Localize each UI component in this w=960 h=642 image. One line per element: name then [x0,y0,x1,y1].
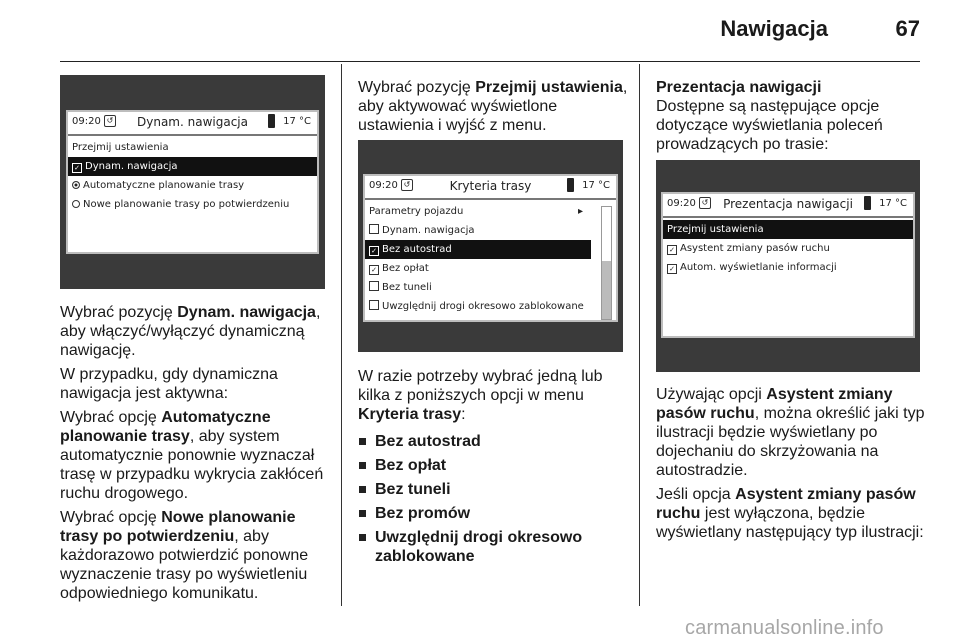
text: , aby każdorazowo potwierdzić ponowne wyznaczenie trasy po wyświetleniu odpowiedniego komunikatu. [60,528,309,602]
menu-row-label: Bez opłat [382,263,429,274]
emphasis: Przejmij ustawienia [475,79,623,96]
infotainment-screen [363,174,618,322]
list-item: Bez promów [358,504,633,523]
paragraph [656,485,928,542]
menu-row-przejmij[interactable] [663,220,913,239]
column-2-text [358,367,633,571]
menu-row-label: Bez autostrad [382,244,452,255]
text: , aby system automatycznie ponownie wyznaczał trasę w przypadku wykrycia zakłóceń ruchu drogowego. [60,428,324,502]
scrollbar[interactable] [601,206,612,320]
text: , aby włączyć/wyłączyć dynamiczną nawigację. [60,304,321,359]
checkbox-checked-icon: ✓ [72,163,82,173]
menu-row-bez-tuneli[interactable] [365,278,591,297]
screen-title: Kryteria trasy [449,179,532,193]
paragraph [358,78,633,135]
column-3-intro [656,78,926,159]
emphasis: Dynam. nawigacja [177,304,316,321]
screenshot-prezentacja-nawigacji [656,160,920,372]
menu-row-parametry[interactable] [365,202,591,221]
menu-row-przejmij[interactable] [68,138,317,157]
menu-row-nowe[interactable] [68,195,317,214]
menu-row-label: Nowe planowanie trasy po potwierdzeniu [83,199,290,210]
screen-status-bar [68,112,317,136]
text: Używając opcji [656,386,767,403]
menu-row-bez-autostrad[interactable] [365,240,591,259]
menu-row-label: Autom. wyświetlanie informacji [680,262,837,273]
menu-row-bez-oplat[interactable] [365,259,591,278]
chevron-right-icon: ▸ [577,206,583,217]
checkbox-checked-icon: ✓ [667,264,677,274]
screen-status-bar [365,176,616,200]
menu-row-label: Automatyczne planowanie trasy [83,180,245,191]
header-divider [60,61,920,62]
menu-row-uwzglednij[interactable] [365,297,591,316]
menu-row-label: Uwzględnij drogi okresowo zablokowane [382,301,584,312]
emphasis: Asystent zmiany pasów ruchu [656,386,893,422]
checkbox-icon [369,281,379,291]
text: : [461,406,466,423]
text: Wybrać opcję [60,409,162,426]
section-heading: Prezentacja nawigacji [656,79,822,96]
emphasis: Automatyczne planowanie trasy [60,409,271,445]
menu-row-label: Przejmij ustawienia [72,142,169,153]
text: Wybrać pozycję [358,79,476,96]
list-item: Bez opłat [358,456,633,475]
checkbox-icon [369,224,379,234]
paragraph [656,385,928,480]
paragraph [358,367,633,424]
emphasis: Nowe planowanie trasy po potwierdzeniu [60,509,296,545]
column-1-text [60,303,330,608]
paragraph [60,303,330,360]
radio-selected-icon [72,181,80,189]
menu-row-label: Asystent zmiany pasów ruchu [680,243,830,254]
screen-time: 09:20 [72,116,101,127]
phone-icon [567,178,574,192]
phone-icon [864,196,871,210]
screenshot-kryteria-trasy [358,140,623,352]
emphasis: Kryteria trasy [358,406,462,423]
column-3-text [656,385,928,547]
list-item: Uwzględnij drogi okresowo zablokowane [358,528,633,566]
menu-row-dynam[interactable] [365,221,591,240]
menu-row-label: Parametry pojazdu [369,206,464,217]
menu-row-autom[interactable] [663,258,913,277]
paragraph: Dostępne są następujące opcje dotyczące wyświetlania poleceń prowadzących po trasie: [656,98,883,153]
text: Wybrać pozycję [60,304,178,321]
route-criteria-list [358,432,633,566]
screen-time: 09:20 [369,180,398,191]
text: , można określić jaki typ ilustracji będzie wyświetlany po dojechaniu do skrzyżowania na autostradzie. [656,405,925,479]
radio-icon [72,200,80,208]
screen-title: Prezentacja nawigacji [723,197,853,211]
watermark-text: carmanualsonline.info [685,617,884,639]
scrollbar-thumb[interactable] [602,261,611,319]
column-2-intro [358,78,633,140]
checkbox-checked-icon: ✓ [369,265,379,275]
column-divider-2 [639,64,640,606]
menu-row-label: Przejmij ustawienia [667,224,764,235]
list-item: Bez autostrad [358,432,633,451]
emphasis: Asystent zmiany pasów ruchu [656,486,916,522]
paragraph [60,508,330,603]
screen-status-bar [663,194,913,218]
text: Wybrać opcję [60,509,162,526]
menu-row-asystent[interactable] [663,239,913,258]
checkbox-checked-icon: ✓ [369,246,379,256]
page-section-title: Nawigacja [720,16,828,41]
menu-row-automatyczne[interactable] [68,176,317,195]
infotainment-screen [66,110,319,254]
screen-title: Dynam. nawigacja [137,115,248,129]
text: W razie potrzeby wybrać jedną lub kilka z poniższych opcji w menu [358,368,603,404]
clock-icon: ↺ [699,197,711,209]
text: jest wyłączona, będzie wyświetlany następujący typ ilustracji: [656,505,924,541]
screen-temperature: 17 °C [283,116,311,127]
screen-time: 09:20 [667,198,696,209]
column-divider-1 [341,64,342,606]
menu-row-dynam[interactable] [68,157,317,176]
paragraph [60,408,330,503]
screen-temperature: 17 °C [879,198,907,209]
screen-temperature: 17 °C [582,180,610,191]
list-item: Bez tuneli [358,480,633,499]
text: Jeśli opcja [656,486,736,503]
infotainment-screen [661,192,915,338]
clock-icon: ↺ [104,115,116,127]
screenshot-dynam-nawigacja [60,75,325,289]
checkbox-icon [369,300,379,310]
menu-row-label: Bez tuneli [382,282,432,293]
phone-icon [268,114,275,128]
paragraph: W przypadku, gdy dynamiczna nawigacja jest aktywna: [60,366,278,402]
page-number: 67 [895,16,920,41]
text: , aby aktywować wyświetlone ustawienia i wyjść z menu. [358,79,628,134]
clock-icon: ↺ [401,179,413,191]
menu-row-label: Dynam. nawigacja [85,161,178,172]
menu-row-label: Dynam. nawigacja [382,225,475,236]
checkbox-checked-icon: ✓ [667,245,677,255]
